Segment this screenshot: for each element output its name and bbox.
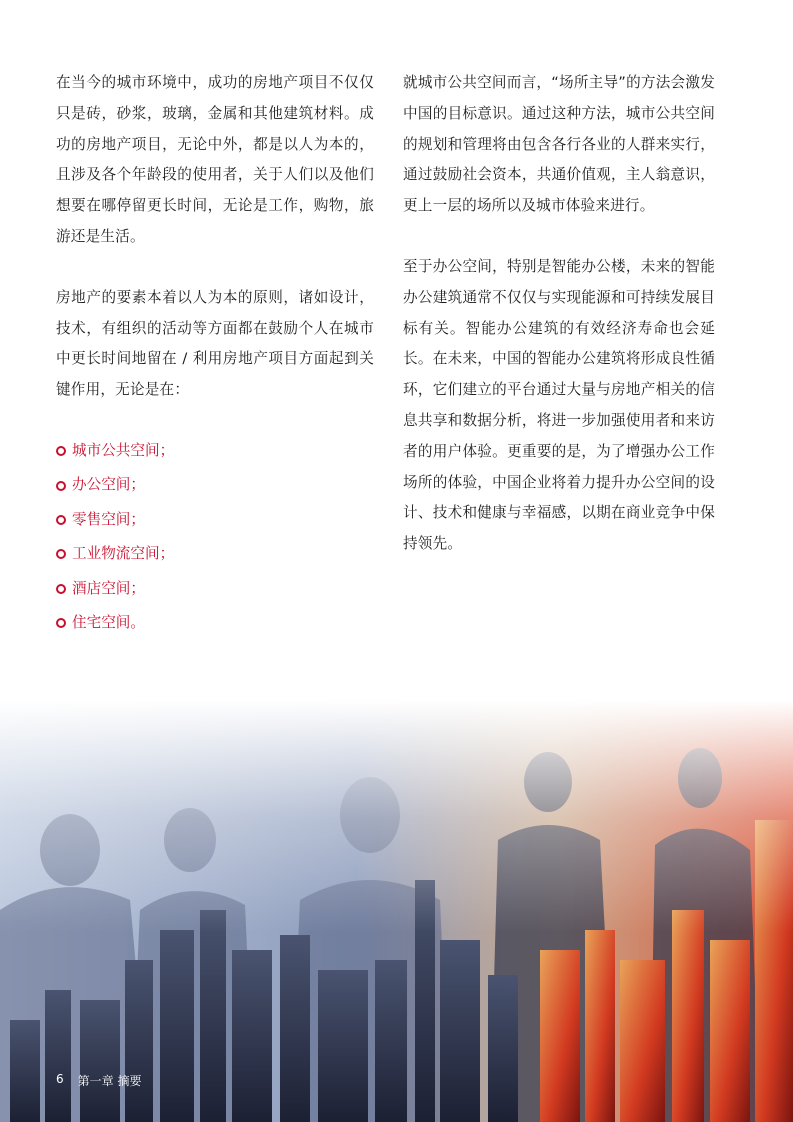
page-footer [56,1072,141,1089]
office-space-paragraph: 至于办公空间，特别是智能办公楼，未来的智能办公建筑通常不仅仅与实现能源和可持续发展目标有关。智能办公建筑的有效经济寿命也会延长。在未来，中国的智能办公建筑将形成良性循环，它们建立的平台通过大量与房地产相关的信息共享和数据分析，将进一步加强使用者和来访者的用户体验。更重要的是，为了增强办公工作场所的体验，中国企业将着力提升办公空间的设计、技术和健康与幸福感，以期在商业竞争中保持领先。 [403,257,715,553]
list-item: 城市公共空间； [56,434,374,468]
bullet-circle-icon [56,584,66,594]
city-people-silhouette-image [0,700,793,1122]
bullet-circle-icon [56,618,66,628]
bullet-circle-icon [56,446,66,456]
space-type-list [56,434,374,640]
list-item: 住宅空间。 [56,606,374,640]
intro-paragraph: 在当今的城市环境中，成功的房地产项目不仅仅只是砖，砂浆，玻璃，金属和其他建筑材料。成功的房地产项目，无论中外，都是以人为本的，且涉及各个年龄段的使用者，关于人们以及他们想要在哪停留更长时间，无论是工作，购物，旅游还是生活。 [56,74,374,245]
right-column [403,68,715,560]
principles-paragraph: 房地产的要素本着以人为本的原则，诸如设计，技术，有组织的活动等方面都在鼓励个人在城市中更长时间地留在 / 利用房地产项目方面起到关键作用，无论是在： [56,288,374,399]
list-item: 办公空间； [56,468,374,502]
bullet-circle-icon [56,515,66,525]
public-space-paragraph: 就城市公共空间而言，“场所主导”的方法会激发中国的目标意识。通过这种方法，城市公共空间的规划和管理将由包含各行各业的人群来实行，通过鼓励社会资本，共通价值观，主人翁意识， 更上一层的场所以及城市体验来进行。 [403,74,715,215]
list-item: 零售空间； [56,503,374,537]
bullet-circle-icon [56,481,66,491]
left-column [56,68,374,640]
list-item: 酒店空间； [56,572,374,606]
bullet-circle-icon [56,549,66,559]
chapter-label: 第一章 摘要 [77,1074,142,1088]
list-item: 工业物流空间； [56,537,374,571]
page-number: 6 [56,1072,64,1086]
